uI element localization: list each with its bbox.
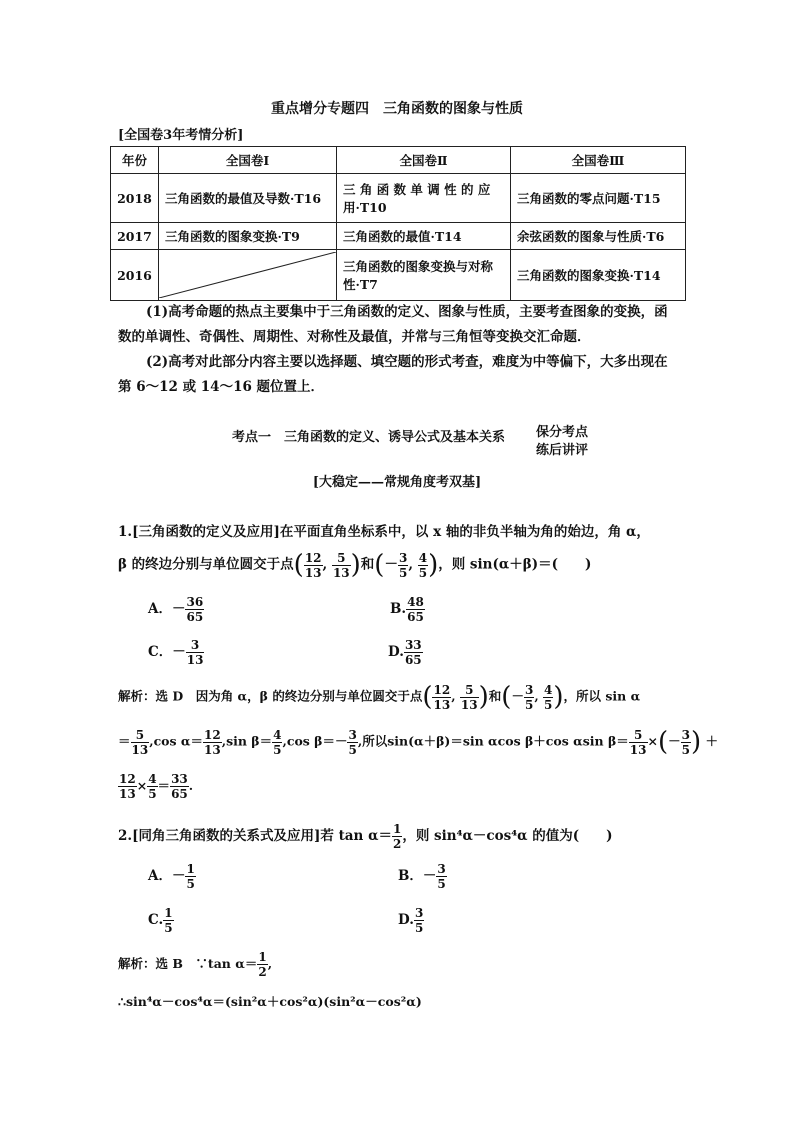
q1-stem-text: β 的终边分别与单位圆交于点 xyxy=(118,556,294,573)
diagonal-slash xyxy=(159,252,336,298)
q1-stem-end: ，则 sin(α＋β)＝( ) xyxy=(438,556,592,573)
q1-option-a: A．－ $\frac{36}{65}$ xyxy=(148,595,204,624)
table-row xyxy=(111,250,686,301)
fraction: $\frac{3}{5}$ xyxy=(398,550,408,580)
table-cell: 三角函数的最值·T14 xyxy=(337,223,511,250)
q1-solution-line-1: 解析：选 D 因为角 α，β 的终边分别与单位圆交于点( $\frac{12}{13}$ , $\frac{5}{13}$ )和(－ $\frac{3}{5}$ , $\frac{4}{5}$ )，所以 sin α xyxy=(118,682,641,712)
q2-solution-line-2: ∴sin⁴α－cos⁴α＝(sin²α＋cos²α)(sin²α－cos²α) xyxy=(118,994,422,1009)
table-header: 全国卷Ⅰ xyxy=(159,147,337,174)
table-cell-year: 2016 xyxy=(111,250,159,301)
table-row xyxy=(111,174,686,223)
paren-close: ) xyxy=(350,550,361,580)
page-title: 重点增分专题四 三角函数的图象与性质 xyxy=(271,101,523,117)
paren-close: ) xyxy=(428,550,439,580)
exam-analysis-table xyxy=(110,146,686,301)
table-header: 全国卷Ⅱ xyxy=(337,147,511,174)
fraction: $\frac{12}{13}$ xyxy=(304,550,322,580)
fraction: $\frac{5}{13}$ xyxy=(332,550,350,580)
analysis-paragraph-2: (2)高考对此部分内容主要以选择题、填空题的形式考查，难度为中等偏下，大多出现在第 6～12 或 14～16 题位置上． xyxy=(118,354,668,395)
table-cell: 余弦函数的图象与性质·T6 xyxy=(511,223,686,250)
table-cell: 三角函数的图象变换·T14 xyxy=(511,250,686,301)
q2-option-a: A．－ $\frac{1}{5}$ xyxy=(148,862,195,891)
table-cell: 三角函数的零点问题·T15 xyxy=(511,174,686,223)
table-header: 年份 xyxy=(111,147,159,174)
dawen-heading: [大稳定——常规角度考双基] xyxy=(312,475,482,490)
q1-option-d: D. $\frac{33}{65}$ xyxy=(388,638,422,667)
q2-stem: 2.[同角三角函数的关系式及应用]若 tan α＝ $\frac{1}{2}$ ，则 sin⁴α－cos⁴α 的值为( ) xyxy=(118,822,613,851)
table-row xyxy=(111,223,686,250)
analysis-paragraph-1: (1)高考命题的热点主要集中于三角函数的定义、图象与性质，主要考查图象的变换，函数的单调性、奇偶性、周期性、对称性及最值，并常与三角恒等变换交汇命题． xyxy=(118,304,668,345)
fraction: $\frac{4}{5}$ xyxy=(418,550,428,580)
q1-option-b: B. $\frac{48}{65}$ xyxy=(390,595,424,624)
table-cell-year: 2017 xyxy=(111,223,159,250)
paren-open: ( xyxy=(374,550,385,580)
table-header-row xyxy=(111,147,686,174)
kaodian-heading: 考点一 三角函数的定义、诱导公式及基本关系 xyxy=(232,430,506,445)
q1-stem-line-1: 1.[三角函数的定义及应用]在平面直角坐标系中，以 x 轴的非负半轴为角的始边，角 α， xyxy=(118,524,650,540)
table-cell: 三 角 函 数 单 调 性 的 应 用·T10 xyxy=(337,174,511,223)
table-cell-year: 2018 xyxy=(111,174,159,223)
q2-option-b: B．－ $\frac{3}{5}$ xyxy=(398,862,446,891)
table-cell: 三角函数的图象变换与对称性·T7 xyxy=(337,250,511,301)
table-cell: 三角函数的图象变换·T9 xyxy=(159,223,337,250)
section-subheading: [全国卷3年考情分析] xyxy=(118,128,244,143)
table-header: 全国卷Ⅲ xyxy=(511,147,686,174)
baofen-line-2: 练后讲评 xyxy=(536,443,589,458)
baofen-line-1: 保分考点 xyxy=(536,425,589,440)
table-cell: 三角函数的最值及导数·T16 xyxy=(159,174,337,223)
q2-option-c: C. $\frac{1}{5}$ xyxy=(148,906,173,935)
baofen-label xyxy=(536,424,588,460)
paren-open: ( xyxy=(293,550,304,580)
q1-option-c: C．－ $\frac{3}{13}$ xyxy=(148,638,204,667)
q1-solution-line-3: $\frac{12}{13}$ × $\frac{4}{5}$ ＝ $\frac{33}{65}$ . xyxy=(119,772,194,801)
q1-stem-line-2: β 的终边分别与单位圆交于点( $\frac{12}{13}$ , $\frac{5}{13}$ )和(－ $\frac{3}{5}$ , $\frac{4}{5}$ )，则 sin(α＋β)＝( ) xyxy=(118,550,592,580)
q2-solution-line-1: 解析：选 B ∵tan α＝ $\frac{1}{2}$ , xyxy=(118,950,273,979)
table-cell-empty-slashed xyxy=(159,250,337,301)
q1-solution-line-2: ＝ $\frac{5}{13}$ ,cos α＝ $\frac{12}{13}$ ,sin β＝ $\frac{4}{5}$ ,cos β＝－ $\frac{3}{5}$ ,所以sin(α＋β)＝sin αcos β＋cos αsin β＝ $\frac{5}{13}$ ×(－ $\frac{3}{5}$ ) ＋ xyxy=(118,727,719,757)
q2-option-d: D. $\frac{3}{5}$ xyxy=(398,906,424,935)
